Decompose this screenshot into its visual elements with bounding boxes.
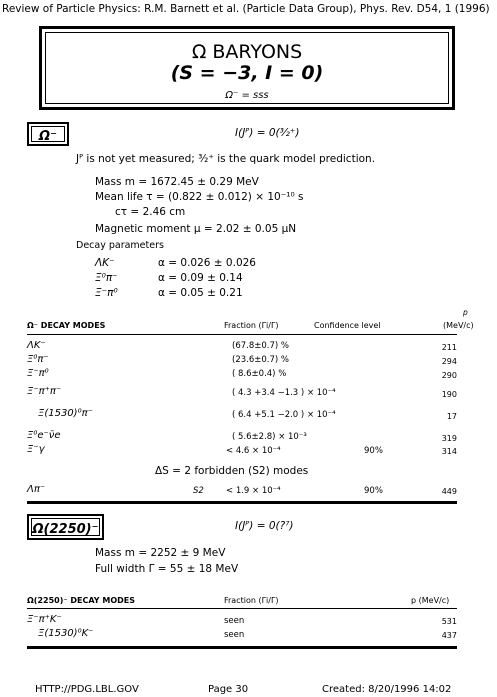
decay-momentum: 531 (441, 617, 457, 626)
decay-momentum: 319 (441, 434, 457, 443)
omega2250-particle-box (27, 514, 104, 540)
decay-momentum: 211 (441, 343, 457, 352)
forbidden-tag: S2 (193, 486, 204, 496)
decay-fraction: < 1.9 × 10⁻⁴ (226, 486, 281, 496)
decay-mode: Ξ(1530)⁰K⁻ (38, 628, 94, 639)
decay-mode: ΛK⁻ (27, 340, 46, 351)
decay-fraction: ( 4.3 +3.4 −1.3 ) × 10⁻⁴ (232, 388, 336, 398)
decay-mode: Ξ⁰π⁻ (27, 354, 49, 365)
title-line3: Ω⁻ = sss (225, 90, 269, 101)
omega-quantum-numbers: I(Jᴾ) = 0(³⁄₂⁺) (235, 127, 300, 139)
footer-url[interactable]: HTTP://PDG.LBL.GOV (35, 684, 139, 695)
decay-param-value: α = 0.026 ± 0.026 (158, 257, 256, 269)
decay-mode: Λπ⁻ (27, 484, 46, 495)
decay-mode: Ξ⁰e⁻ν̄e (27, 430, 61, 441)
decay-param-value: α = 0.09 ± 0.14 (158, 272, 243, 284)
p-column-symbol: p (463, 308, 468, 317)
title-line1: Ω BARYONS (191, 41, 303, 63)
omega-mass: Mass m = 1672.45 ± 0.29 MeV (95, 176, 259, 188)
omega2250-modes-header: Ω(2250)⁻ DECAY MODES (27, 596, 135, 605)
decay-momentum: 17 (446, 412, 457, 421)
title-box-inner (45, 32, 449, 104)
decay-momentum: 314 (441, 447, 457, 456)
decay-fraction: ( 8.6±0.4) % (232, 369, 287, 379)
table-rule (27, 334, 457, 335)
forbidden-modes-title: ΔS = 2 forbidden (S2) modes (155, 465, 309, 477)
decay-fraction: ( 5.6±2.8) × 10⁻³ (232, 432, 307, 442)
decay-confidence: 90% (364, 446, 383, 456)
omega2250-quantum-numbers: I(Jᴾ) = 0(?⁷) (235, 520, 294, 532)
decay-confidence: 90% (364, 486, 383, 496)
decay-momentum: 290 (441, 371, 457, 380)
decay-param-mode: Ξ⁰π⁻ (95, 272, 118, 284)
section-thick-rule (27, 646, 457, 649)
decay-fraction: (23.6±0.7) % (232, 355, 289, 365)
omega-mean-life: Mean life τ = (0.822 ± 0.012) × 10⁻¹⁰ s (95, 191, 304, 203)
decay-mode: Ξ(1530)⁰π⁻ (38, 408, 93, 419)
decay-fraction: (67.8±0.7) % (232, 341, 289, 351)
omega2250-particle-name: Ω(2250)⁻ (32, 522, 99, 537)
confidence-header: Confidence level (314, 321, 381, 330)
omega2250-width: Full width Γ = 55 ± 18 MeV (95, 563, 239, 575)
citation-header: Review of Particle Physics: R.M. Barnett et al. (Particle Data Group), Phys. Rev. D54, 1 (1996) (2, 3, 490, 15)
section-thick-rule (27, 501, 457, 504)
omega-ctau: cτ = 2.46 cm (115, 206, 186, 218)
omega-modes-header: Ω⁻ DECAY MODES (27, 321, 106, 330)
table-rule (27, 608, 457, 609)
omega2250-fraction-header: Fraction (Γi/Γ) (224, 596, 279, 605)
decay-param-mode: Ξ⁻π⁰ (95, 287, 118, 299)
decay-momentum: 449 (441, 487, 457, 496)
omega-magnetic-moment: Magnetic moment μ = 2.02 ± 0.05 μN (95, 223, 297, 235)
decay-mode: Ξ⁻π⁺π⁻ (27, 386, 62, 397)
decay-mode: Ξ⁻γ (27, 444, 45, 455)
decay-fraction: seen (224, 616, 245, 626)
decay-params-title: Decay parameters (76, 240, 164, 251)
omega2250-p-header: p (MeV/c) (411, 596, 450, 605)
decay-momentum: 294 (441, 357, 457, 366)
fraction-header: Fraction (Γi/Γ) (224, 321, 279, 330)
title-box (39, 26, 455, 110)
omega-jp-note: Jᴾ is not yet measured; ³⁄₂⁺ is the quark model prediction. (76, 153, 376, 165)
omega2250-mass: Mass m = 2252 ± 9 MeV (95, 547, 226, 559)
decay-param-mode: ΛK⁻ (95, 257, 115, 269)
decay-fraction: < 4.6 × 10⁻⁴ (226, 446, 281, 456)
p-unit-header: (MeV/c) (443, 321, 474, 330)
decay-momentum: 190 (441, 390, 457, 399)
decay-param-value: α = 0.05 ± 0.21 (158, 287, 243, 299)
decay-fraction: seen (224, 630, 245, 640)
decay-fraction: ( 6.4 +5.1 −2.0 ) × 10⁻⁴ (232, 410, 336, 420)
title-line2: (S = −3, I = 0) (170, 62, 324, 84)
omega-particle-name: Ω⁻ (39, 129, 57, 144)
decay-mode: Ξ⁻π⁰ (27, 368, 49, 379)
footer-created: Created: 8/20/1996 14:02 (322, 684, 452, 695)
decay-momentum: 437 (441, 631, 457, 640)
omega-particle-box (27, 122, 69, 146)
footer-page: Page 30 (208, 684, 249, 695)
decay-mode: Ξ⁻π⁺K⁻ (27, 614, 62, 625)
